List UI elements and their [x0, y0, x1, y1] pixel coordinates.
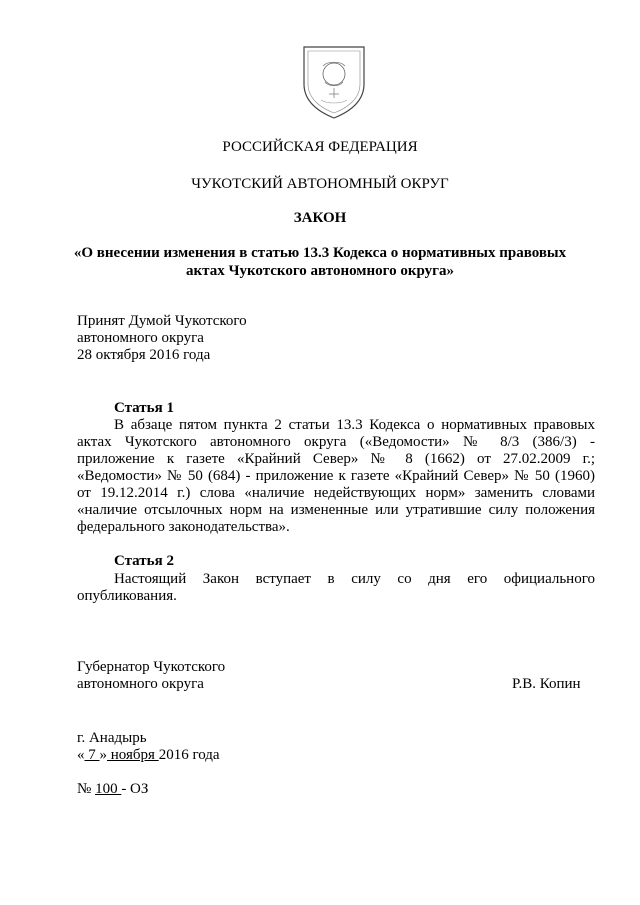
- date-open-quote: «: [77, 747, 85, 763]
- adopted-line-2: автономного округа: [77, 330, 204, 346]
- law-title-line-1: «О внесении изменения в статью 13.3 Кодекса о нормативных правовых: [73, 245, 567, 261]
- date-day: 7: [84, 747, 100, 763]
- adopted-date: 28 октября 2016 года: [77, 347, 211, 363]
- signing-date: [77, 747, 220, 764]
- coat-of-arms-icon: [301, 44, 367, 120]
- law-title-line-2: актах Чукотского автономного округа»: [186, 263, 454, 279]
- article-1-text: [77, 417, 595, 536]
- adopted-line-1: Принят Думой Чукотского: [77, 313, 247, 329]
- signatory-name: Р.В. Копин: [512, 676, 581, 692]
- article-1-heading: Статья 1: [114, 400, 174, 416]
- article-2-text: [77, 571, 595, 605]
- article-1-line: от 19.12.2014 г.) слова «наличие недействующих норм» заменить словами: [77, 485, 595, 501]
- number-sign: №: [77, 781, 92, 797]
- city: г. Анадырь: [77, 730, 147, 746]
- article-1-line: актах Чукотского автономного округа («Ведомости» № 8/3 (386/3) -: [77, 434, 595, 450]
- article-1-line: В абзаце пятом пункта 2 статьи 13.3 Кодекса о нормативных правовых: [114, 417, 595, 433]
- article-1-line: «наличие отсылочных норм на измененные или утратившие силу положения: [77, 502, 595, 518]
- article-1-line: федерального законодательства».: [77, 519, 290, 535]
- date-close-quote: »: [99, 747, 107, 763]
- article-2-line: Настоящий Закон вступает в силу со дня его официального: [114, 571, 595, 587]
- article-2-line: опубликования.: [77, 588, 177, 604]
- signatory-position-2: автономного округа: [77, 676, 204, 692]
- region-heading: ЧУКОТСКИЙ АВТОНОМНЫЙ ОКРУГ: [191, 176, 449, 192]
- signatory-position-1: Губернатор Чукотского: [77, 659, 226, 675]
- law-number: [77, 781, 148, 798]
- country-heading: РОССИЙСКАЯ ФЕДЕРАЦИЯ: [222, 139, 418, 155]
- article-2-heading: Статья 2: [114, 553, 174, 569]
- date-year: 2016 года: [158, 747, 220, 763]
- article-1-line: приложение к газете «Крайний Север» № 8 (1662) от 27.02.2009 г.;: [77, 451, 595, 467]
- number-suffix: - ОЗ: [121, 781, 149, 797]
- number-value: 100: [95, 781, 122, 797]
- date-month: ноября: [107, 747, 159, 763]
- document-type: ЗАКОН: [293, 210, 347, 226]
- article-1-line: «Ведомости» № 50 (684) - приложение к газете «Крайний Север» № 50 (1960): [77, 468, 595, 484]
